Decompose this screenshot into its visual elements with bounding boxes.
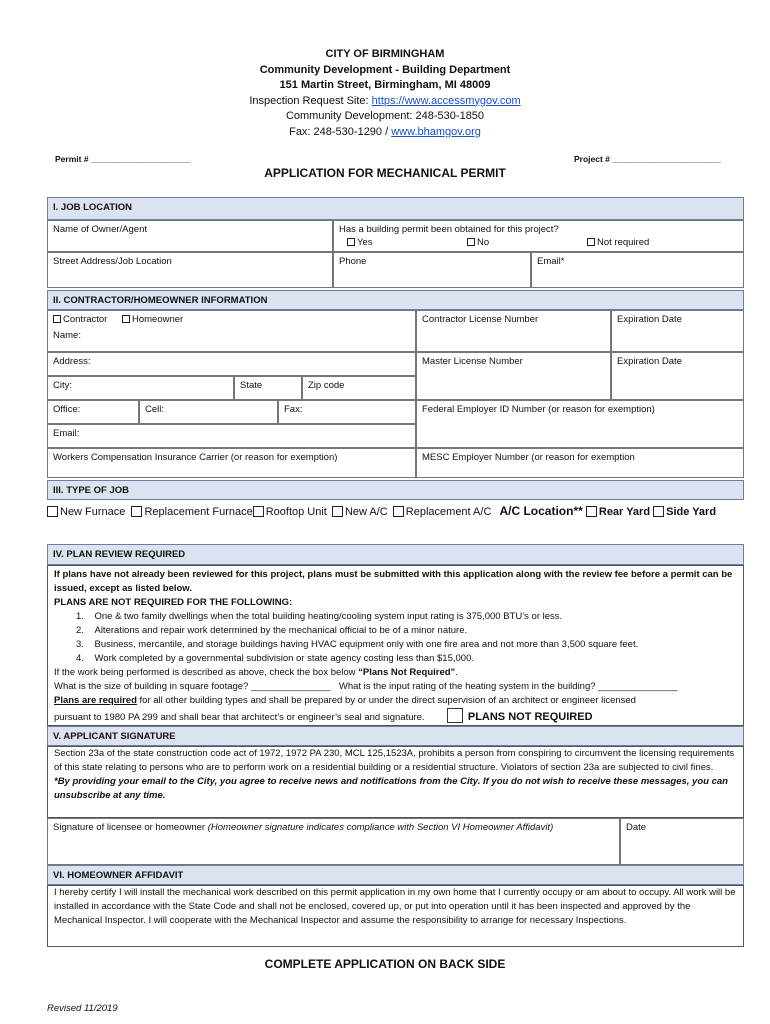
checkbox-icon[interactable] <box>587 238 595 246</box>
plans-required-emphasis: Plans are required <box>54 695 137 706</box>
master-expiration-field[interactable] <box>611 352 744 400</box>
letterhead <box>0 47 770 140</box>
zip-label: Zip code <box>308 380 345 391</box>
checkbox-icon[interactable] <box>653 506 664 517</box>
building-permit-question-label: Has a building permit been obtained for this project? <box>339 224 559 235</box>
section-affidavit-heading: VI. HOMEOWNER AFFIDAVIT <box>47 865 744 885</box>
permit-no-label: No <box>477 237 490 248</box>
if-work-period: . <box>455 667 458 678</box>
form-title: APPLICATION FOR MECHANICAL PERMIT <box>264 166 506 180</box>
fax-label: Fax: 248-530-1290 / <box>289 125 389 138</box>
signature-date-label: Date <box>626 822 647 833</box>
department-name: Community Development - Building Department <box>259 63 511 76</box>
master-license-field[interactable] <box>416 352 611 400</box>
contractor-option[interactable] <box>53 314 107 325</box>
affidavit-text: I hereby certify I will install the mechanical work described on this permit application in my own home that I currently occupy or am about to occupy. All work will be installed in accordance with the State Code and shall not be enclosed, covered up, or put into operation until it has been inspected and approved by the Mechanical Inspector. I will cooperate with the Mechanical Inspector and assume the responsibility to arrange for necessary Inspections. <box>54 887 736 926</box>
contractor-license-field[interactable] <box>416 310 611 352</box>
side-yard-label: Side Yard <box>666 506 717 518</box>
affidavit-body <box>47 885 744 947</box>
list-item: 1. One & two family dwellings when the total building heating/cooling system input rating is 375,000 BTU’s or less. <box>76 611 563 622</box>
email-field[interactable] <box>531 252 744 288</box>
job-type-options <box>47 504 744 522</box>
plans-not-required-checkbox[interactable] <box>447 708 463 723</box>
checkbox-icon[interactable] <box>586 506 597 517</box>
license-expiration-field[interactable] <box>611 310 744 352</box>
section-job-location-heading: I. JOB LOCATION <box>47 197 744 220</box>
section-job-type-heading: III. TYPE OF JOB <box>47 480 744 500</box>
street-address-label: Street Address/Job Location <box>53 256 172 267</box>
plans-not-required-heading: PLANS ARE NOT REQUIRED FOR THE FOLLOWING: <box>54 597 293 608</box>
mesc-field[interactable] <box>416 448 744 478</box>
checkbox-icon[interactable] <box>131 506 142 517</box>
pursuant-line <box>54 708 737 725</box>
replacement-ac-label: Replacement A/C <box>405 506 492 518</box>
if-work-line <box>54 666 737 680</box>
email-label: Email* <box>537 256 565 267</box>
plans-required-text: for all other building types and shall be prepared by or under the direct supervision of an architect or engineer licensed <box>136 695 636 706</box>
cell-label: Cell: <box>145 404 165 415</box>
plan-review-body <box>47 565 744 726</box>
plan-review-intro: If plans have not already been reviewed for this project, plans must be submitted with this application along with the review fee before a permit can be issued, except as listed below. <box>54 569 733 594</box>
workers-comp-field[interactable] <box>47 448 416 478</box>
replacement-furnace-label: Replacement Furnace <box>144 506 253 518</box>
office-phone-field[interactable] <box>47 400 139 424</box>
signature-date-field[interactable] <box>620 818 744 865</box>
heating-rating-field[interactable]: What is the input rating of the heating system in the building? _______________ <box>338 681 678 692</box>
permit-no-option[interactable] <box>467 237 489 248</box>
new-furnace-label: New Furnace <box>60 506 126 518</box>
exemption-text: Alterations and repair work determined by the mechanical official to be of a minor nature. <box>94 625 468 636</box>
permit-number-field[interactable]: Permit # _____________________ <box>55 154 191 164</box>
plans-required-line <box>54 694 737 708</box>
back-side-notice: COMPLETE APPLICATION ON BACK SIDE <box>264 957 506 971</box>
cell-phone-field[interactable] <box>139 400 278 424</box>
name-field[interactable] <box>53 330 410 341</box>
new-ac-option[interactable] <box>332 506 388 518</box>
signature-label: Signature of licensee or homeowner <box>53 822 206 833</box>
fax-field-label: Fax: <box>284 404 303 415</box>
checkbox-icon[interactable] <box>347 238 355 246</box>
plans-not-required-quote: “Plans Not Required” <box>358 667 456 678</box>
signature-note: (Homeowner signature indicates compliance with Section VI Homeowner Affidavit) <box>205 822 554 833</box>
section-signature-heading: V. APPLICANT SIGNATURE <box>47 726 744 746</box>
street-address-field[interactable] <box>47 252 333 288</box>
homeowner-label: Homeowner <box>132 314 184 325</box>
building-size-field[interactable]: What is the size of building in square footage? _______________ <box>54 681 331 692</box>
state-field[interactable] <box>234 376 302 400</box>
checkbox-icon[interactable] <box>253 506 264 517</box>
section-plan-review-heading: IV. PLAN REVIEW REQUIRED <box>47 544 744 565</box>
city-name: CITY OF BIRMINGHAM <box>325 48 445 60</box>
contractor-label: Contractor <box>63 314 108 325</box>
name-label: Name: <box>53 330 81 341</box>
permit-yes-label: Yes <box>357 237 373 248</box>
zip-field[interactable] <box>302 376 416 400</box>
checkbox-icon[interactable] <box>122 315 130 323</box>
exemption-list <box>54 610 737 666</box>
permit-yes-option[interactable] <box>347 237 373 248</box>
checkbox-icon[interactable] <box>53 315 61 323</box>
homeowner-option[interactable] <box>122 314 183 325</box>
website-link[interactable]: www.bhamgov.org <box>391 125 481 138</box>
address-field[interactable] <box>47 352 416 376</box>
inspection-line <box>0 94 770 110</box>
checkbox-icon[interactable] <box>467 238 475 246</box>
rooftop-unit-label: Rooftop Unit <box>265 506 327 518</box>
section-contractor-heading: II. CONTRACTOR/HOMEOWNER INFORMATION <box>47 290 744 310</box>
rear-yard-option[interactable] <box>586 506 650 518</box>
rear-yard-label: Rear Yard <box>598 506 651 518</box>
list-item: 3. Business, mercantile, and storage buildings having HVAC equipment only with one fire area and not more than 3,500 square feet. <box>76 639 639 650</box>
new-ac-label: New A/C <box>344 506 388 518</box>
license-expiration-label: Expiration Date <box>617 314 682 325</box>
plans-not-required-label: PLANS NOT REQUIRED <box>467 711 593 723</box>
ac-location-label: A/C Location** <box>499 504 583 518</box>
owner-agent-label: Name of Owner/Agent <box>53 224 147 235</box>
licensing-notice: Section 23a of the state construction code act of 1972, 1972 PA 230, MCL 125,1523A, prohibits a person from conspiring to circumvent the licensing requirements of this state relating to persons who are to perform work on a residential building or a residential structure. Violators of section 23a are subjected to civil fines. <box>54 748 735 773</box>
permit-not-required-label: Not required <box>597 237 650 248</box>
exemption-text: Business, mercantile, and storage buildings having HVAC equipment only with one fire area and not more than 3,500 square feet. <box>94 639 639 650</box>
permit-not-required-option[interactable] <box>587 237 649 248</box>
workers-comp-label: Workers Compensation Insurance Carrier (or reason for exemption) <box>53 452 338 463</box>
email-consent-note: *By providing your email to the City, you agree to receive news and notifications from the City. If you do not wish to receive these messages, you can unsubscribe at any time. <box>54 776 728 801</box>
fein-field[interactable] <box>416 400 744 448</box>
phone-field[interactable] <box>333 252 531 288</box>
side-yard-option[interactable] <box>653 506 716 518</box>
fein-label: Federal Employer ID Number (or reason for exemption) <box>422 404 655 415</box>
fax-field[interactable] <box>278 400 416 424</box>
revision-date: Revised 11/2019 <box>47 1003 118 1014</box>
inspection-label: Inspection Request Site: <box>249 94 369 107</box>
checkbox-icon[interactable] <box>393 506 404 517</box>
fax-line <box>0 125 770 141</box>
exemption-text: One & two family dwellings when the total building heating/cooling system input rating is 375,000 BTU’s or less. <box>94 611 563 622</box>
city-field[interactable] <box>47 376 234 400</box>
signature-field[interactable] <box>47 818 620 865</box>
project-number-field[interactable]: Project # _______________________ <box>574 154 721 164</box>
mesc-label: MESC Employer Number (or reason for exemption <box>422 452 635 463</box>
community-dev-phone: Community Development: 248-530-1850 <box>285 110 485 122</box>
city-address: 151 Martin Street, Birmingham, MI 48009 <box>279 79 491 91</box>
office-label: Office: <box>53 404 81 415</box>
list-item: 4. Work completed by a governmental subdivision or state agency costing less than $15,000. <box>76 653 474 664</box>
replacement-furnace-option[interactable] <box>131 506 252 518</box>
state-label: State <box>240 380 263 391</box>
inspection-link[interactable]: https://www.accessmygov.com <box>371 94 521 107</box>
master-license-label: Master License Number <box>422 356 523 367</box>
exemption-text: Work completed by a governmental subdivision or state agency costing less than $15,000. <box>94 653 474 664</box>
rooftop-unit-option[interactable] <box>253 506 327 518</box>
master-expiration-label: Expiration Date <box>617 356 682 367</box>
city-label: City: <box>53 380 72 391</box>
contractor-email-label: Email: <box>53 428 80 439</box>
phone-label: Phone <box>339 256 367 267</box>
new-furnace-option[interactable] <box>47 506 125 518</box>
owner-agent-field[interactable] <box>47 220 333 252</box>
size-rating-line <box>54 680 737 694</box>
pursuant-text: pursuant to 1980 PA 299 and shall bear that architect’s or engineer’s seal and signature. <box>54 712 425 723</box>
if-work-text: If the work being performed is described as above, check the box below <box>54 667 356 678</box>
contractor-license-label: Contractor License Number <box>422 314 539 325</box>
checkbox-icon[interactable] <box>332 506 343 517</box>
list-item: 2. Alterations and repair work determined by the mechanical official to be of a minor nature. <box>76 625 468 636</box>
building-permit-question <box>333 220 744 252</box>
replacement-ac-option[interactable] <box>393 506 492 518</box>
contractor-name-block <box>47 310 416 352</box>
checkbox-icon[interactable] <box>47 506 58 517</box>
address-label: Address: <box>53 356 91 367</box>
contractor-email-field[interactable] <box>47 424 416 448</box>
signature-notice <box>47 746 744 818</box>
